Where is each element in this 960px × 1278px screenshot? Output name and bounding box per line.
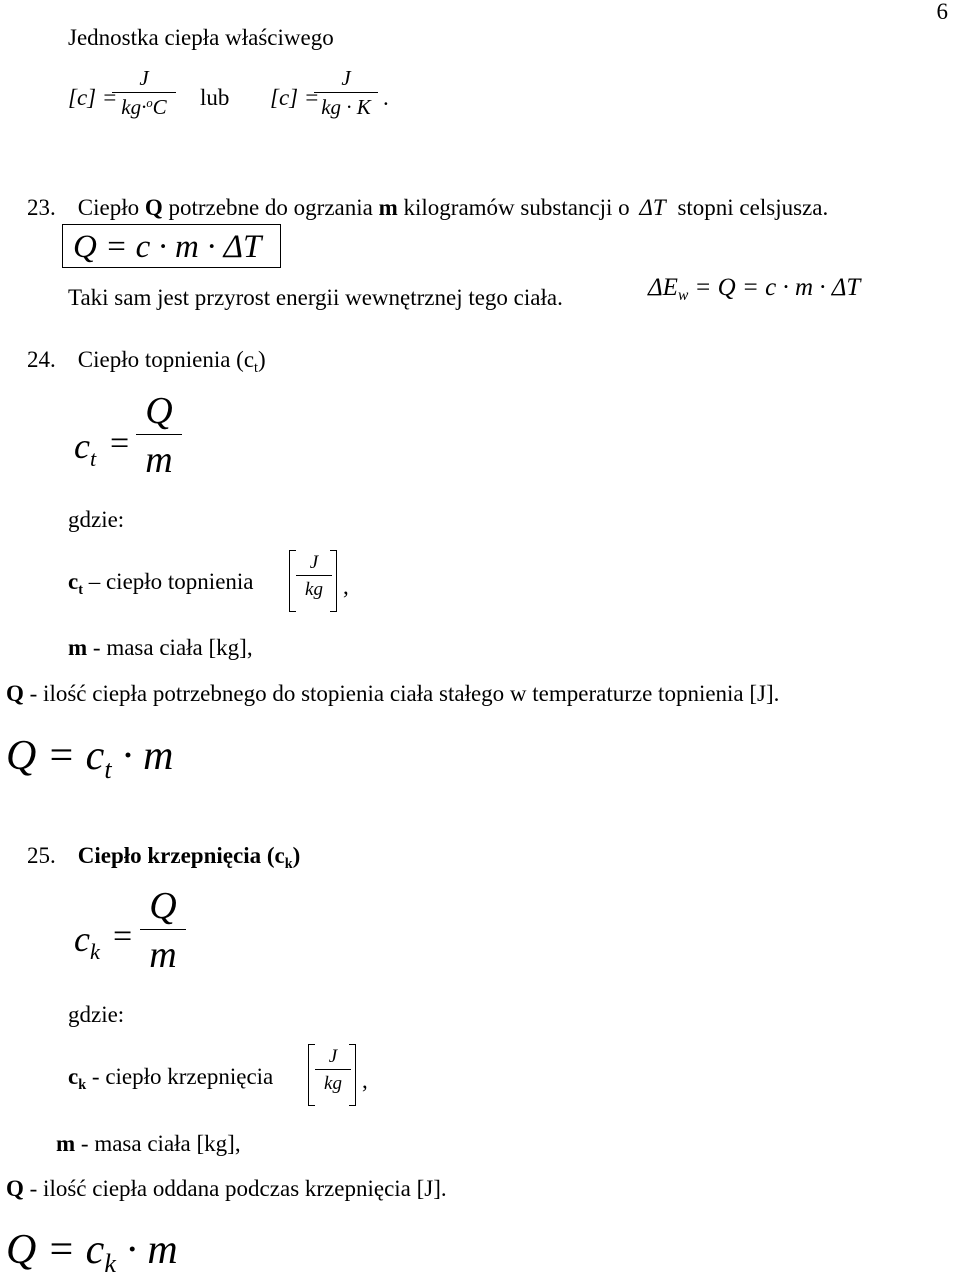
- right-bracket: [330, 550, 337, 612]
- left-bracket: [289, 550, 296, 612]
- section-24-title: 24. Ciepło topnienia $(c_t)$: [27, 347, 266, 376]
- melting-heat-final-formula: $Q = c_t \cdot m$: [6, 733, 174, 785]
- unit-fraction-celsius: [112, 68, 176, 118]
- fraction-numerator: Q: [145, 390, 173, 432]
- section-25-title: 25. Ciepło krzepnięcia $(c_k)$: [27, 843, 301, 872]
- unit-lhs-2: [c] =: [270, 85, 320, 110]
- unit-fraction: [315, 1047, 351, 1093]
- fraction-numerator: J: [139, 66, 149, 90]
- page-number: 6: [936, 0, 948, 24]
- period: .: [383, 85, 389, 110]
- fraction-denominator: kg: [305, 579, 323, 600]
- section-number: 24.: [27, 347, 56, 372]
- equals-sign: =: [113, 918, 133, 955]
- solidification-heat-fraction: [140, 887, 186, 974]
- melting-heat-fraction: [136, 392, 182, 479]
- fraction-numerator: J: [328, 1046, 338, 1067]
- comma: ,: [343, 574, 349, 599]
- equals-sign: =: [110, 425, 130, 462]
- definition-ct: $c_t$ – ciepło topnienia: [68, 569, 254, 598]
- internal-energy-formula: $\Delta E_w = Q = c \cdot m \cdot \Delta T$: [648, 274, 861, 305]
- fraction-numerator: J: [341, 66, 351, 90]
- section-23-line: 23. Ciepło Q potrzebne do ogrzania m kilogramów substancji o ΔT stopni celsjusza.: [27, 195, 829, 220]
- or-word: lub: [200, 85, 230, 110]
- where-label: gdzie:: [68, 507, 125, 532]
- fraction-numerator: Q: [149, 885, 177, 927]
- solidification-heat-lhs: $c_k$: [74, 919, 100, 964]
- fraction-denominator: m: [145, 439, 173, 481]
- melting-heat-lhs: $c_t$: [74, 426, 97, 471]
- unit-fraction: [296, 553, 332, 599]
- left-bracket: [308, 1044, 315, 1106]
- section-number: 23.: [27, 195, 56, 220]
- fraction-denominator: kg: [324, 1073, 342, 1094]
- boxed-formula: Q = c · m · ΔT: [62, 224, 281, 268]
- fraction-numerator: J: [309, 552, 319, 573]
- fraction-denominator: kg·$^o$C: [121, 95, 167, 119]
- unit-lhs-1: [c] =: [68, 85, 118, 110]
- section-title: Jednostka ciepła właściwego: [68, 25, 334, 50]
- definition-q: Q - ilość ciepła oddana podczas krzepnięcia [J].: [6, 1176, 447, 1201]
- fraction-denominator: kg · K: [321, 95, 371, 119]
- definition-q: Q - ilość ciepła potrzebnego do stopienia ciała stałego w temperaturze topnienia [J].: [6, 681, 780, 706]
- definition-ck: $c_k$ - ciepło krzepnięcia: [68, 1064, 274, 1093]
- where-label: gdzie:: [68, 1002, 125, 1027]
- section-number: 25.: [27, 843, 56, 868]
- right-bracket: [349, 1044, 356, 1106]
- comma: ,: [362, 1068, 368, 1093]
- fraction-denominator: m: [149, 934, 177, 976]
- definition-m: m - masa ciała [kg],: [68, 635, 253, 660]
- solidification-heat-final-formula: $Q = c_k \cdot m$: [6, 1227, 178, 1278]
- unit-fraction-kelvin: [314, 68, 378, 118]
- internal-energy-text: Taki sam jest przyrost energii wewnętrznej tego ciała.: [68, 285, 563, 310]
- definition-m: m - masa ciała [kg],: [56, 1131, 241, 1156]
